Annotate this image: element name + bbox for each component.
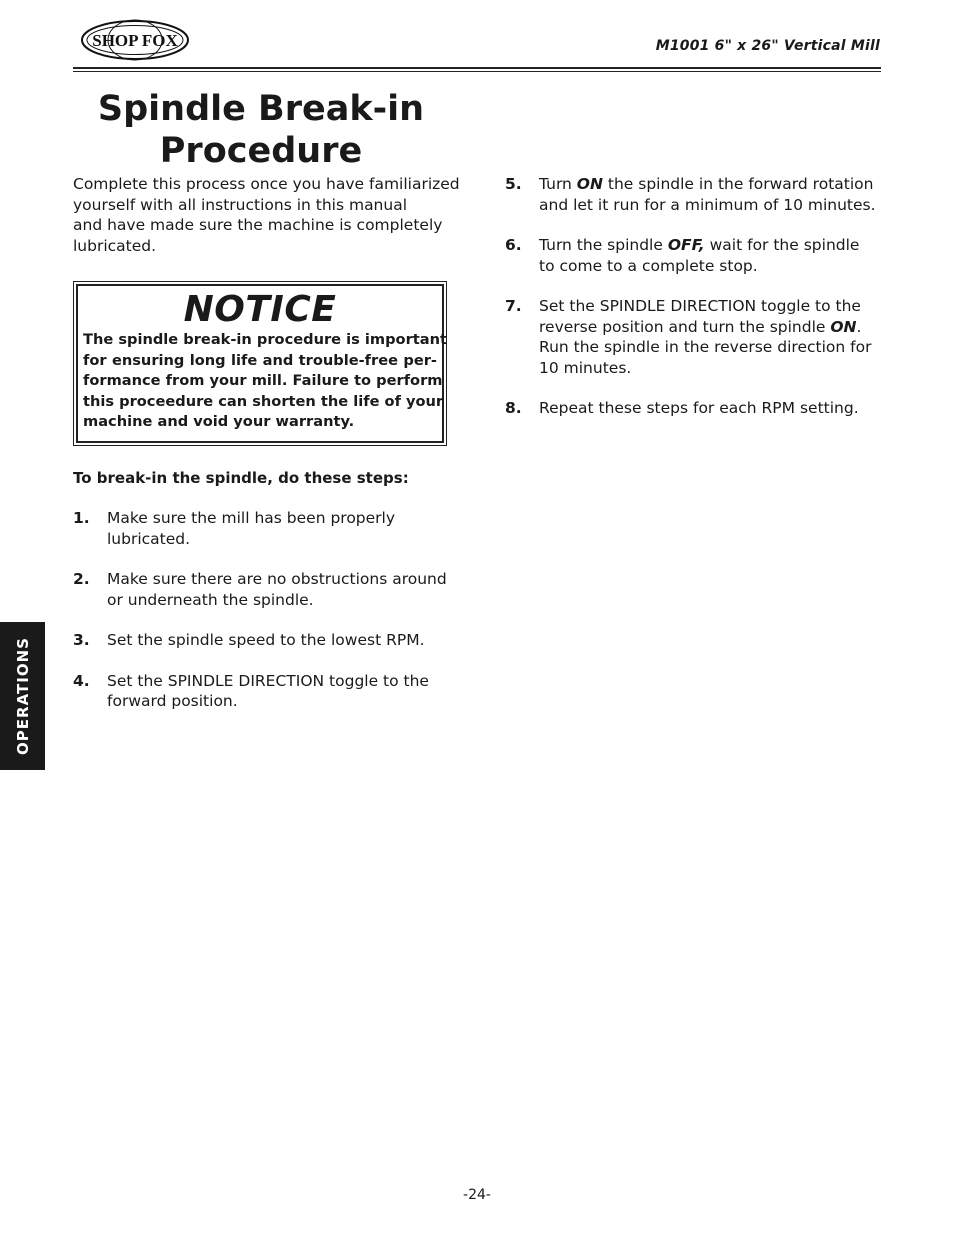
- step-line: Set the SPINDLE DIRECTION toggle to the: [539, 297, 861, 315]
- step-text: [539, 174, 885, 215]
- notice-line: this proceedure can shorten the life of your: [83, 392, 444, 410]
- emphasis-on: ON: [576, 175, 603, 193]
- steps-list-left: [73, 508, 453, 712]
- notice-line: formance from your mill. Failure to perform: [83, 372, 443, 389]
- shop-fox-logo: [80, 18, 190, 62]
- step-line: [539, 317, 885, 338]
- right-column: [505, 174, 885, 419]
- model-title: M1001 6" x 26" Vertical Mill: [655, 38, 880, 54]
- notice-line: machine and void your warranty.: [83, 413, 355, 430]
- intro-line: yourself with all instructions in this manual: [73, 195, 408, 214]
- list-item: [73, 630, 453, 651]
- step-line: to come to a complete stop.: [539, 256, 758, 275]
- side-tab-label: OPERATIONS: [13, 637, 32, 755]
- intro-line: and have made sure the machine is completely: [73, 216, 443, 234]
- list-item: [73, 508, 453, 549]
- step-line: Run the spindle in the reverse direction for: [539, 338, 872, 356]
- intro-line: Complete this process once you have familiarized: [73, 175, 460, 193]
- step-line: Set the SPINDLE DIRECTION toggle to the: [107, 671, 429, 690]
- step-line: Make sure there are no obstructions around: [107, 570, 447, 588]
- notice-line: for ensuring long life and trouble-free per-: [83, 351, 437, 369]
- page-number: -24-: [463, 1187, 491, 1203]
- step-line: Repeat these steps for each RPM setting.: [539, 399, 859, 417]
- step-number: 5.: [505, 175, 522, 193]
- step-line: [539, 235, 885, 256]
- notice-text: [83, 330, 447, 433]
- title-line-1: Spindle Break-in: [97, 89, 425, 129]
- notice-line: The spindle break-in procedure is important: [83, 331, 447, 348]
- notice-heading: NOTICE: [183, 289, 337, 330]
- notice-inner: [76, 284, 447, 443]
- step-line: Make sure the mill has been properly: [107, 509, 396, 527]
- step-text: [107, 630, 453, 651]
- step-line: [539, 174, 885, 195]
- step-line: and let it run for a minimum of 10 minutes.: [539, 195, 876, 214]
- section-side-tab: [0, 622, 45, 770]
- step-number: 3.: [73, 631, 90, 649]
- step-text-part: the spindle in the forward rotation: [602, 175, 874, 193]
- step-number: 8.: [505, 399, 522, 417]
- step-line: Set the spindle speed to the lowest RPM.: [107, 631, 425, 649]
- list-item: [505, 235, 885, 276]
- step-text: [539, 235, 885, 276]
- emphasis-on: ON: [830, 317, 857, 336]
- step-text: [107, 508, 453, 549]
- steps-list-right: [505, 174, 885, 419]
- step-number: 4.: [73, 671, 90, 690]
- step-text-part: reverse position and turn the spindle: [539, 317, 831, 336]
- list-item: [73, 569, 453, 610]
- step-number: 7.: [505, 297, 522, 315]
- step-text: [539, 296, 885, 378]
- step-text-part: Turn: [539, 175, 577, 193]
- left-column: [73, 174, 460, 712]
- step-text-part: wait for the spindle: [704, 236, 860, 254]
- intro-paragraph: [73, 174, 460, 256]
- step-line: or underneath the spindle.: [107, 590, 314, 609]
- step-text-part: .: [856, 317, 862, 336]
- step-text-part: Turn the spindle: [539, 236, 668, 254]
- page-title: [73, 88, 449, 172]
- logo-wordmark: SHOP FOX: [92, 31, 178, 50]
- intro-line: lubricated.: [73, 236, 157, 255]
- list-item: [505, 174, 885, 215]
- step-line: 10 minutes.: [539, 358, 632, 377]
- list-item: [505, 296, 885, 378]
- header-rule: [73, 67, 881, 69]
- step-number: 1.: [73, 509, 90, 527]
- step-number: 6.: [505, 236, 522, 254]
- step-text: [539, 398, 885, 419]
- list-item: [505, 398, 885, 419]
- notice-box: [73, 281, 447, 446]
- header-rule-thin: [73, 71, 881, 72]
- step-text: [107, 569, 453, 610]
- emphasis-off: OFF,: [667, 236, 705, 254]
- step-number: 2.: [73, 570, 90, 588]
- steps-heading: To break-in the spindle, do these steps:: [73, 468, 409, 487]
- step-text: [107, 671, 453, 712]
- list-item: [73, 671, 453, 712]
- step-line: lubricated.: [107, 529, 191, 548]
- step-line: forward position.: [107, 692, 238, 710]
- title-line-2: Procedure: [159, 131, 363, 171]
